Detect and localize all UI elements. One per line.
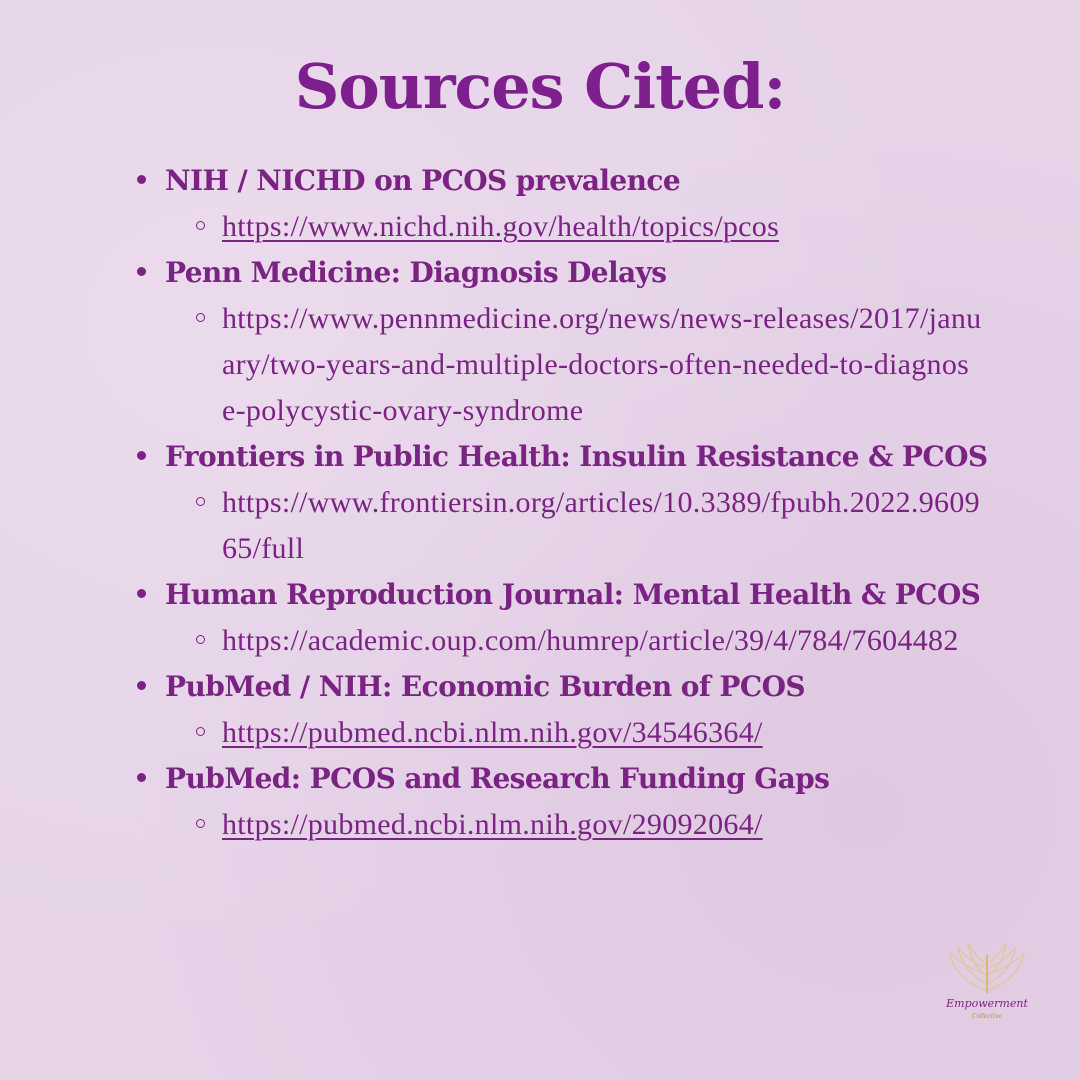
source-link[interactable]: https://pubmed.ncbi.nlm.nih.gov/29092064/ — [222, 808, 763, 841]
source-item — [135, 250, 985, 434]
source-title: PubMed / NIH: Economic Burden of PCOS — [165, 670, 805, 703]
source-title: PubMed: PCOS and Research Funding Gaps — [165, 762, 830, 795]
source-url: https://academic.oup.com/humrep/article/39/4/784/7604482 — [222, 624, 959, 657]
source-item — [135, 756, 985, 848]
source-url-item — [165, 710, 982, 756]
source-item — [135, 434, 988, 572]
wings-icon — [942, 935, 1032, 997]
logo-name: Empowerment — [946, 997, 1028, 1010]
page-title: Sources Cited: — [294, 50, 786, 123]
source-title: NIH / NICHD on PCOS prevalence — [165, 164, 681, 197]
brand-logo — [942, 935, 1032, 1030]
source-link[interactable]: https://www.nichd.nih.gov/health/topics/pcos — [222, 210, 780, 243]
source-url-item — [165, 802, 982, 848]
source-title: Frontiers in Public Health: Insulin Resistance & PCOS — [165, 440, 988, 473]
source-title: Human Reproduction Journal: Mental Health & PCOS — [165, 578, 981, 611]
logo-subtitle: Collective — [971, 1013, 1003, 1020]
source-url-item — [165, 480, 982, 572]
source-item — [135, 158, 985, 250]
source-url-item — [165, 618, 982, 664]
source-url-item — [165, 296, 982, 434]
source-item — [135, 572, 985, 664]
source-item — [135, 664, 985, 756]
source-url: https://www.frontiersin.org/articles/10.3389/fpubh.2022.960965/full — [222, 486, 980, 565]
source-title: Penn Medicine: Diagnosis Delays — [165, 256, 667, 289]
sources-list — [135, 158, 988, 848]
source-url: https://www.pennmedicine.org/news/news-releases/2017/january/two-years-and-multiple-doctors-often-needed-to-diagnose-polycystic-ovary-syndrome — [222, 302, 982, 427]
source-url-item — [165, 204, 982, 250]
source-link[interactable]: https://pubmed.ncbi.nlm.nih.gov/34546364/ — [222, 716, 763, 749]
